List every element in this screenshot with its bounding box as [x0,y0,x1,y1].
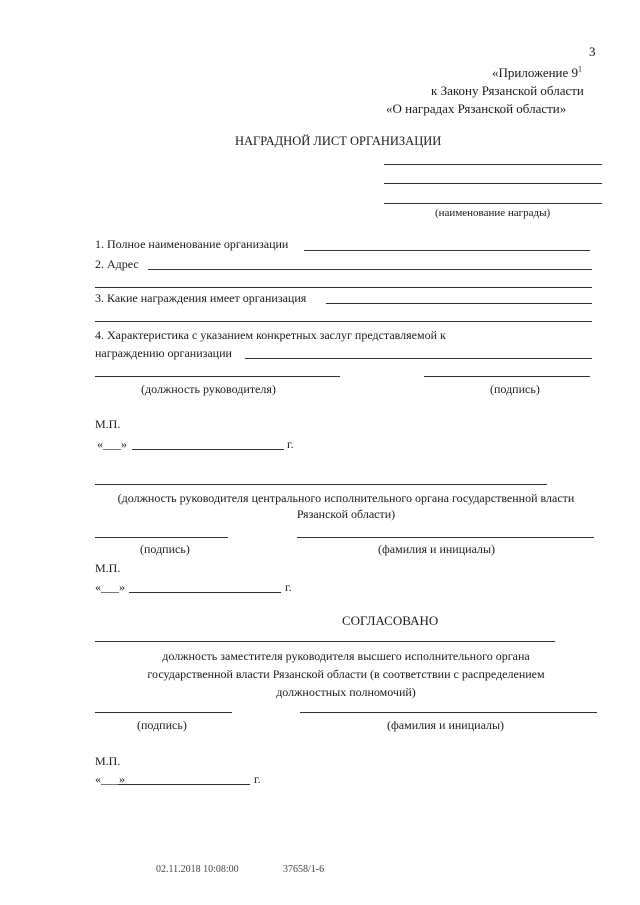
approval-signature-caption: (подпись) [137,718,187,732]
date-prefix: «___» [97,437,127,451]
approval-caption-1: должность заместителя руководителя высшего исполнительного органа [162,649,530,663]
signature-caption: (подпись) [490,382,540,396]
central-stamp-label: М.П. [95,561,121,575]
award-line-3 [384,203,602,204]
item-characteristic-line2: награждению организации [95,346,232,360]
central-position-caption-1: (должность руководителя центрального исполнительного органа государственной власти [117,491,575,505]
signature-line [424,376,590,377]
item-awards-label: 3. Какие награждения имеет организация [95,291,307,305]
position-line [95,376,340,377]
item-address-line-2 [95,287,592,288]
footer-doc-id: 37658/1-6 [283,864,325,875]
document-title: НАГРАДНОЙ ЛИСТ ОРГАНИЗАЦИИ [235,134,442,148]
item-characteristic-line1: 4. Характеристика с указанием конкретных заслуг представляемой к [95,328,446,342]
appendix-superscript: 1 [578,64,583,74]
page-number: 3 [589,44,596,59]
approval-date-suffix: г. [254,772,261,786]
central-signature-line [95,537,228,538]
approval-signature-line [95,712,232,713]
date-line [132,449,284,450]
central-name-line [297,537,594,538]
approval-date-line [118,784,250,785]
central-signature-caption: (подпись) [140,542,190,556]
item-awards-line-2 [95,321,592,322]
approval-caption-3: должностных полномочий) [276,685,416,699]
award-caption: (наименование награды) [435,207,551,219]
item-characteristic-line [245,358,592,359]
central-position-caption-2: Рязанской области) [296,507,396,521]
central-position-line [95,484,547,485]
approval-position-line [95,641,555,642]
date-suffix: г. [287,437,294,451]
approval-date-prefix: «___» [95,772,125,786]
law-reference: к Закону Рязанской области [431,83,584,98]
footer-timestamp: 02.11.2018 10:08:00 [156,864,239,875]
position-caption: (должность руководителя) [141,382,276,396]
appendix-title [492,66,582,80]
approval-title: СОГЛАСОВАНО [342,613,439,628]
central-date-prefix: «___» [95,580,125,594]
award-line-1 [384,164,602,165]
law-title: «О наградах Рязанской области» [386,101,567,116]
item-address-line [148,269,592,270]
approval-caption-2: государственной власти Рязанской области (в соответствии с распределением [147,667,545,681]
item-full-name-line [304,250,590,251]
item-address-label: 2. Адрес [95,257,139,271]
item-awards-line [326,303,592,304]
award-line-2 [384,183,602,184]
approval-name-caption: (фамилия и инициалы) [387,718,505,732]
approval-name-line [300,712,597,713]
central-date-line [129,592,281,593]
approval-stamp-label: М.П. [95,754,121,768]
item-full-name-label: 1. Полное наименование организации [95,237,289,251]
stamp-label: М.П. [95,417,121,431]
appendix-label: «Приложение 9 [492,65,579,80]
central-name-caption: (фамилия и инициалы) [378,542,496,556]
central-date-suffix: г. [285,580,292,594]
